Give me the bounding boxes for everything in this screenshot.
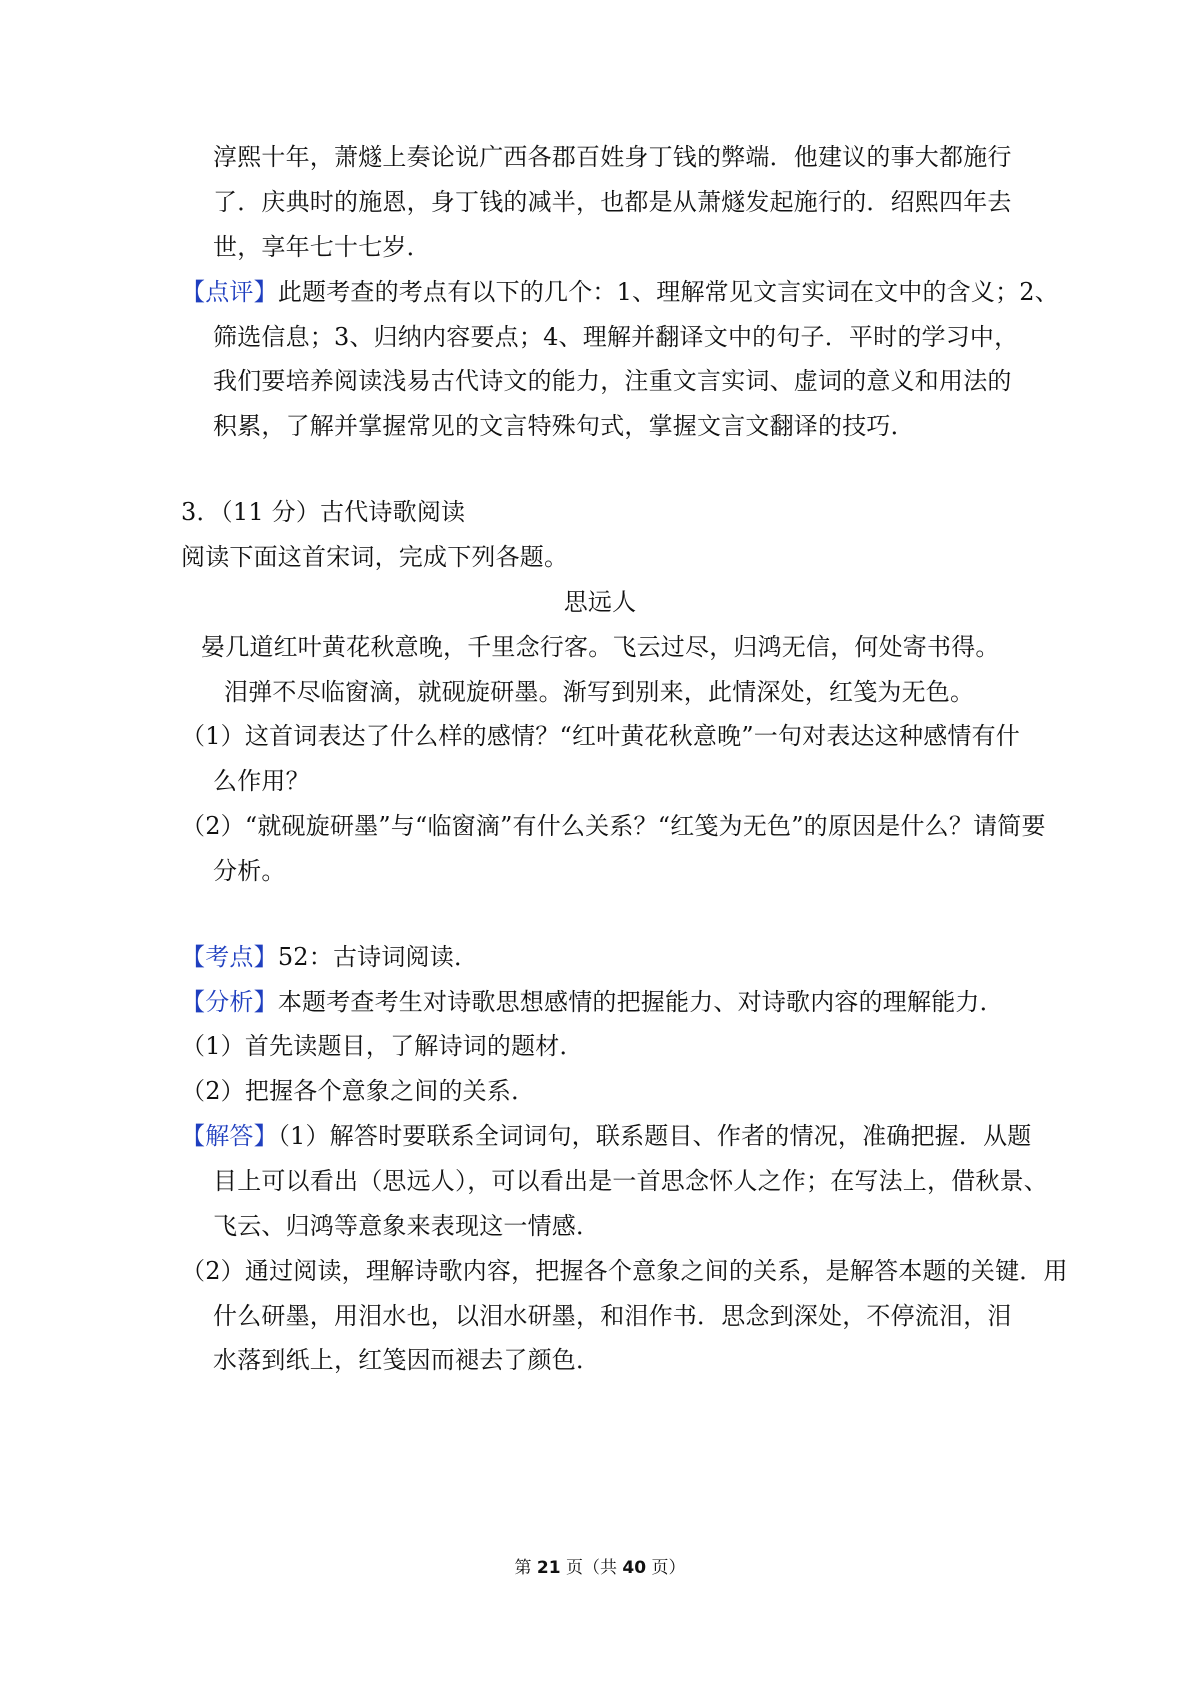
fenxi-point-1: （1）首先读题目，了解诗词的题材． (181, 1032, 584, 1060)
translation-line-3: 世，享年七十七岁． (213, 233, 431, 261)
question-2-line-2: 分析。 (213, 857, 286, 885)
review-line-2: 筛选信息；3、归纳内容要点；4、理解并翻译文中的句子．平时的学习中， (213, 323, 1019, 351)
poem-line-2: 泪弹不尽临窗滴，就砚旋研墨。渐写到别来，此情深处，红笺为无色。 (224, 678, 975, 706)
jieda-line-1 (181, 1120, 1031, 1152)
fenxi-tag: 【分析】 (181, 988, 278, 1016)
fenxi-line (181, 986, 1004, 1018)
review-line-1 (181, 276, 1059, 308)
review-line-4: 积累，了解并掌握常见的文言特殊句式，掌握文言文翻译的技巧． (213, 412, 915, 440)
footer-total-pages: 40 (622, 1558, 647, 1578)
review-text: 此题考查的考点有以下的几个：1、理解常见文言实词在文中的含义；2、 (277, 278, 1059, 306)
footer-middle: 页（共 (560, 1558, 623, 1578)
question-heading: 3．（11 分）古代诗歌阅读 (181, 498, 466, 526)
kaodian-line (181, 941, 478, 973)
page-footer (0, 1557, 1200, 1579)
footer-prefix: 第 (514, 1558, 537, 1578)
review-tag: 【点评】 (181, 278, 278, 306)
jieda-line-2: 目上可以看出（思远人），可以看出是一首思念怀人之作；在写法上，借秋景、 (213, 1167, 1048, 1195)
jieda-line-3: 飞云、归鸿等意象来表现这一情感． (213, 1212, 601, 1240)
jieda-text: （1）解答时要联系全词词句，联系题目、作者的情况，准确把握．从题 (277, 1122, 1032, 1150)
kaodian-tag: 【考点】 (181, 943, 278, 971)
question-1-line-2: 么作用？ (213, 767, 310, 795)
question-instruction: 阅读下面这首宋词，完成下列各题。 (181, 543, 569, 571)
poem-title: 思远人 (563, 588, 637, 616)
footer-suffix: 页） (646, 1558, 686, 1578)
footer-page-number: 21 (536, 1558, 561, 1578)
jieda-2-line-2: 什么研墨，用泪水也，以泪水研墨，和泪作书．思念到深处，不停流泪，泪 (213, 1302, 1012, 1330)
jieda-2-line-3: 水落到纸上，红笺因而褪去了颜色． (213, 1346, 601, 1374)
fenxi-text: 本题考查考生对诗歌思想感情的把握能力、对诗歌内容的理解能力． (277, 988, 1004, 1016)
question-2-line-1: （2）“就砚旋研墨”与“临窗滴”有什么关系？“红笺为无色”的原因是什么？请简要 (181, 812, 1046, 840)
jieda-2-line-1: （2）通过阅读，理解诗歌内容，把握各个意象之间的关系，是解答本题的关键．用 (181, 1257, 1068, 1285)
translation-line-1: 淳熙十年，萧燧上奏论说广西各郡百姓身丁钱的弊端．他建议的事大都施行 (213, 143, 1012, 171)
review-line-3: 我们要培养阅读浅易古代诗文的能力，注重文言实词、虚词的意义和用法的 (213, 367, 1012, 395)
jieda-tag: 【解答】 (181, 1122, 278, 1150)
fenxi-point-2: （2）把握各个意象之间的关系． (181, 1077, 536, 1105)
translation-line-2: 了．庆典时的施恩，身丁钱的减半，也都是从萧燧发起施行的．绍熙四年去 (213, 188, 1012, 216)
kaodian-text: 52：古诗词阅读． (277, 943, 479, 971)
poem-line-1: 晏几道红叶黄花秋意晚，千里念行客。飞云过尽，归鸿无信，何处寄书得。 (201, 633, 1000, 661)
question-1-line-1: （1）这首词表达了什么样的感情？“红叶黄花秋意晚”一句对表达这种感情有什 (181, 722, 1021, 750)
